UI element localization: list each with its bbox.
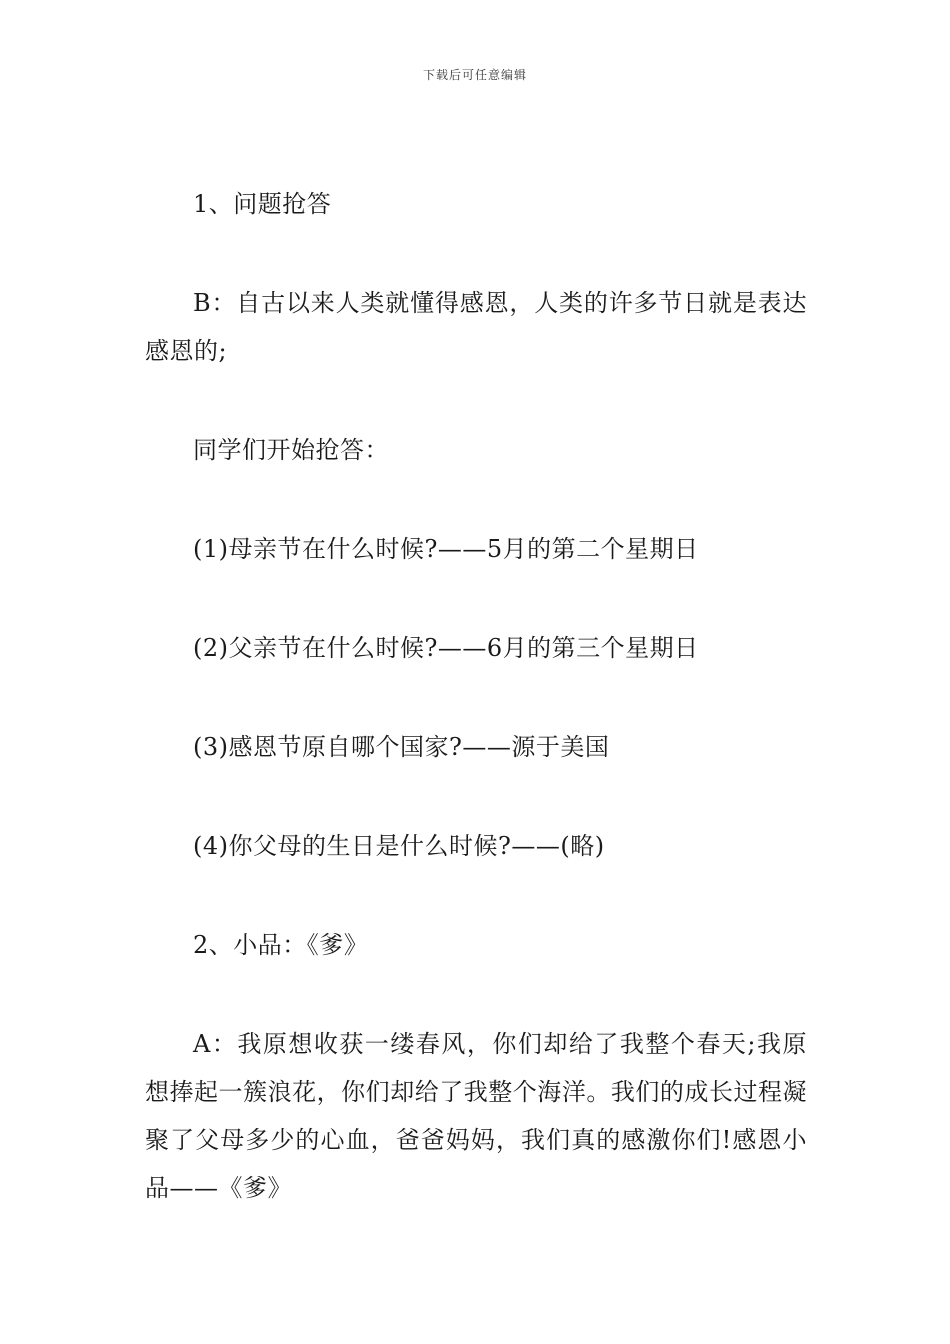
section-heading-skit: 2、小品：《爹》 <box>193 931 369 959</box>
page-header: 下载后可任意编辑 <box>422 68 527 82</box>
section-heading-quiz: 1、问题抢答 <box>193 190 332 218</box>
paragraph-quiz-start: 同学们开始抢答： <box>193 436 389 464</box>
paragraph-a-skit: A：我原想收获一缕春风，你们却给了我整个春天;我原想捧起一簇浪花，你们却给了我整个海洋。我们的成长过程凝聚了父母多少的心血，爸爸妈妈，我们真的感激你们!感恩小品——《爹》 <box>145 1030 807 1202</box>
quiz-item-1: (1)母亲节在什么时候?——5月的第二个星期日 <box>193 535 699 563</box>
quiz-item-4: (4)你父母的生日是什么时候?——(略) <box>193 832 605 860</box>
quiz-item-3: (3)感恩节原自哪个国家?——源于美国 <box>193 733 610 761</box>
document-body <box>145 180 807 1263</box>
paragraph-b-intro: B：自古以来人类就懂得感恩，人类的许多节日就是表达感恩的; <box>145 289 807 365</box>
quiz-item-2: (2)父亲节在什么时候?——6月的第三个星期日 <box>193 634 699 662</box>
